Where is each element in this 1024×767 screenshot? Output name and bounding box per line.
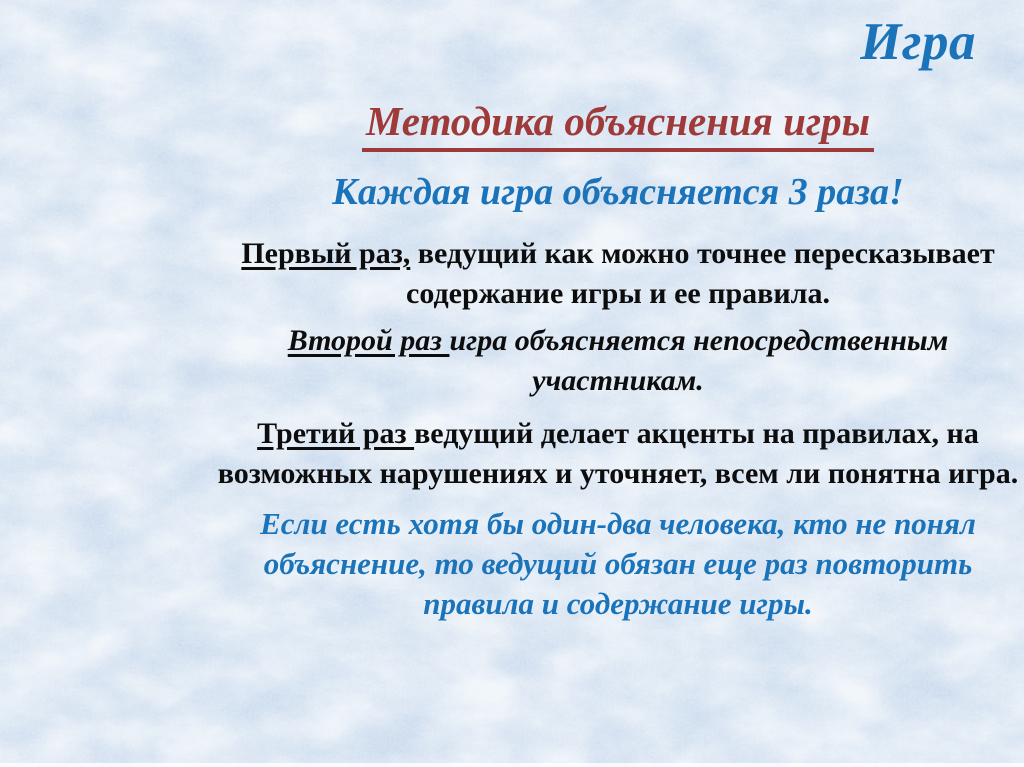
paragraph-first-explanation <box>214 234 1022 314</box>
section-heading <box>214 97 1022 152</box>
paragraph-text-second: игра объясняется непосредственным участникам. <box>449 324 949 397</box>
note-paragraph: Если есть хотя бы один-два человека, кто не понял объяснение, то ведущий обязан еще раз повторить правила и содержание игры. <box>260 506 976 621</box>
paragraph-text-first: ведущий как можно точнее пересказывает содержание игры и ее правила. <box>406 237 995 310</box>
bottom-edge-strip <box>0 763 1024 767</box>
paragraph-third-explanation <box>214 414 1022 494</box>
paragraph-second-explanation <box>214 321 1022 401</box>
paragraph-lead-first: Первый раз, <box>241 237 411 270</box>
slide-content <box>0 12 1024 767</box>
subheading: Каждая игра объясняется 3 раза! <box>332 171 904 213</box>
slide-title: Игра <box>860 13 976 71</box>
paragraph-text-third: ведущий делает акценты на правилах, на возможных нарушениях и уточняет, всем ли понятна игра. <box>217 417 1019 490</box>
paragraph-lead-third: Третий раз <box>257 417 415 450</box>
paragraph-lead-second: Второй раз <box>287 324 450 357</box>
section-heading-text: Методика объяснения игры <box>362 97 874 152</box>
